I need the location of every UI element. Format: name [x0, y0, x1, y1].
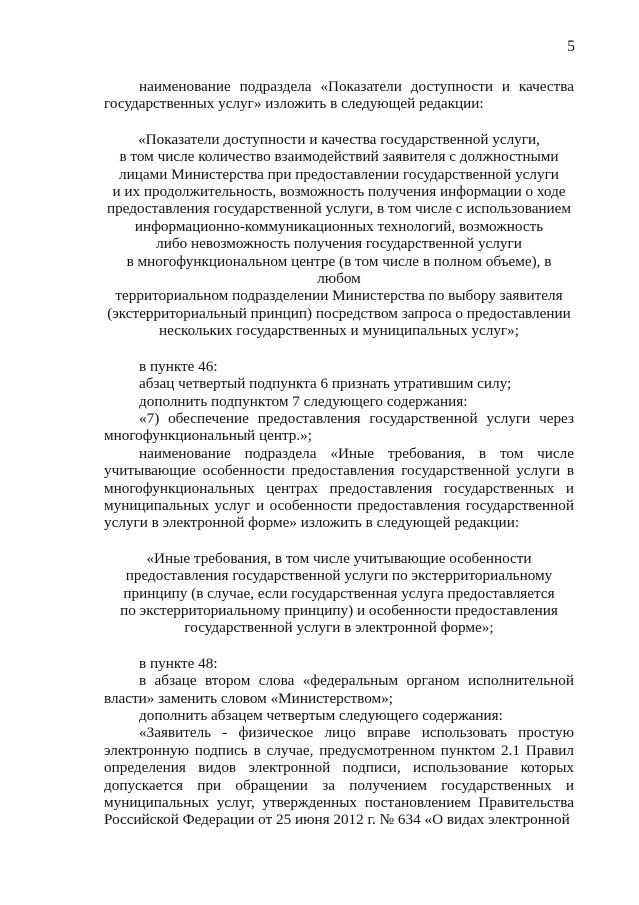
paragraph-point-46: в пункте 46: — [139, 357, 218, 375]
spacer — [104, 113, 574, 131]
page-number: 5 — [567, 38, 575, 55]
paragraph-applicant-signature: «Заявитель - физическое лицо вправе использовать простую электронную подпись в случае, предусмотренном пунктом 2.1 Правил определения видов электронной подписи, использование которых допускается при обращении за получением государственных и муниципальных услуг, утвержденных постановлением Правительства Российской Федерации от 25 июня 2012 г. № 634 «О видах электронной — [104, 724, 574, 829]
quoted-subsection-title-accessibility: «Показатели доступности и качества государственной услуги, в том числе количество взаимодействий заявителя с должностными лицами Министерства при предоставлении государственной услуги и их продолжительность, возможность получения информации о ходе предоставления государственной услуги, в том числе с использованием информационно-коммуникационных технологий, возможность либо невозможность получения государственной услуги в многофункциональном центре (в том числе в полном объеме), в любом территориальном подразделении Министерства по выбору заявителя (экстерриториальный принцип) посредством запроса о предоставлении нескольких государственных и муниципальных услуг»; — [106, 130, 572, 340]
quoted-subsection-title-other-requirements: «Иные требования, в том числе учитывающие особенности предоставления государственной услуги по экстерриториальному принципу (в случае, если государственная услуга предоставляется по экстерриториальному принципу) и особенности предоставления государственной услуги в электронной форме»; — [120, 549, 558, 637]
paragraph-subpoint-7: «7) обеспечение предоставления государственной услуги через многофункциональный центр.»; — [104, 409, 574, 445]
document-body — [104, 78, 574, 829]
spacer — [104, 637, 574, 655]
paragraph-point-48: в пункте 48: — [139, 654, 218, 672]
paragraph-other-requirements-change: наименование подраздела «Иные требования, в том числе учитывающие особенности предоставления государственной услуги в многофункциональных центрах предоставления государственных и муниципальных услуг и особенности предоставления государственной услуги в электронной форме» изложить в следующей редакции: — [104, 444, 574, 532]
spacer — [104, 532, 574, 550]
paragraph-replace-words: в абзаце втором слова «федеральным органом исполнительной власти» заменить словом «Министерством»; — [104, 672, 574, 707]
spacer — [104, 340, 574, 358]
paragraph-void-abzac: абзац четвертый подпункта 6 признать утратившим силу; — [139, 375, 512, 393]
paragraph-add-abzac: дополнить абзацем четвертым следующего содержания: — [139, 707, 503, 724]
paragraph-add-subpoint: дополнить подпунктом 7 следующего содержания: — [139, 392, 468, 410]
paragraph-subsection-title-change: наименование подраздела «Показатели доступности и качества государственных услуг» изложить в следующей редакции: — [104, 78, 574, 113]
